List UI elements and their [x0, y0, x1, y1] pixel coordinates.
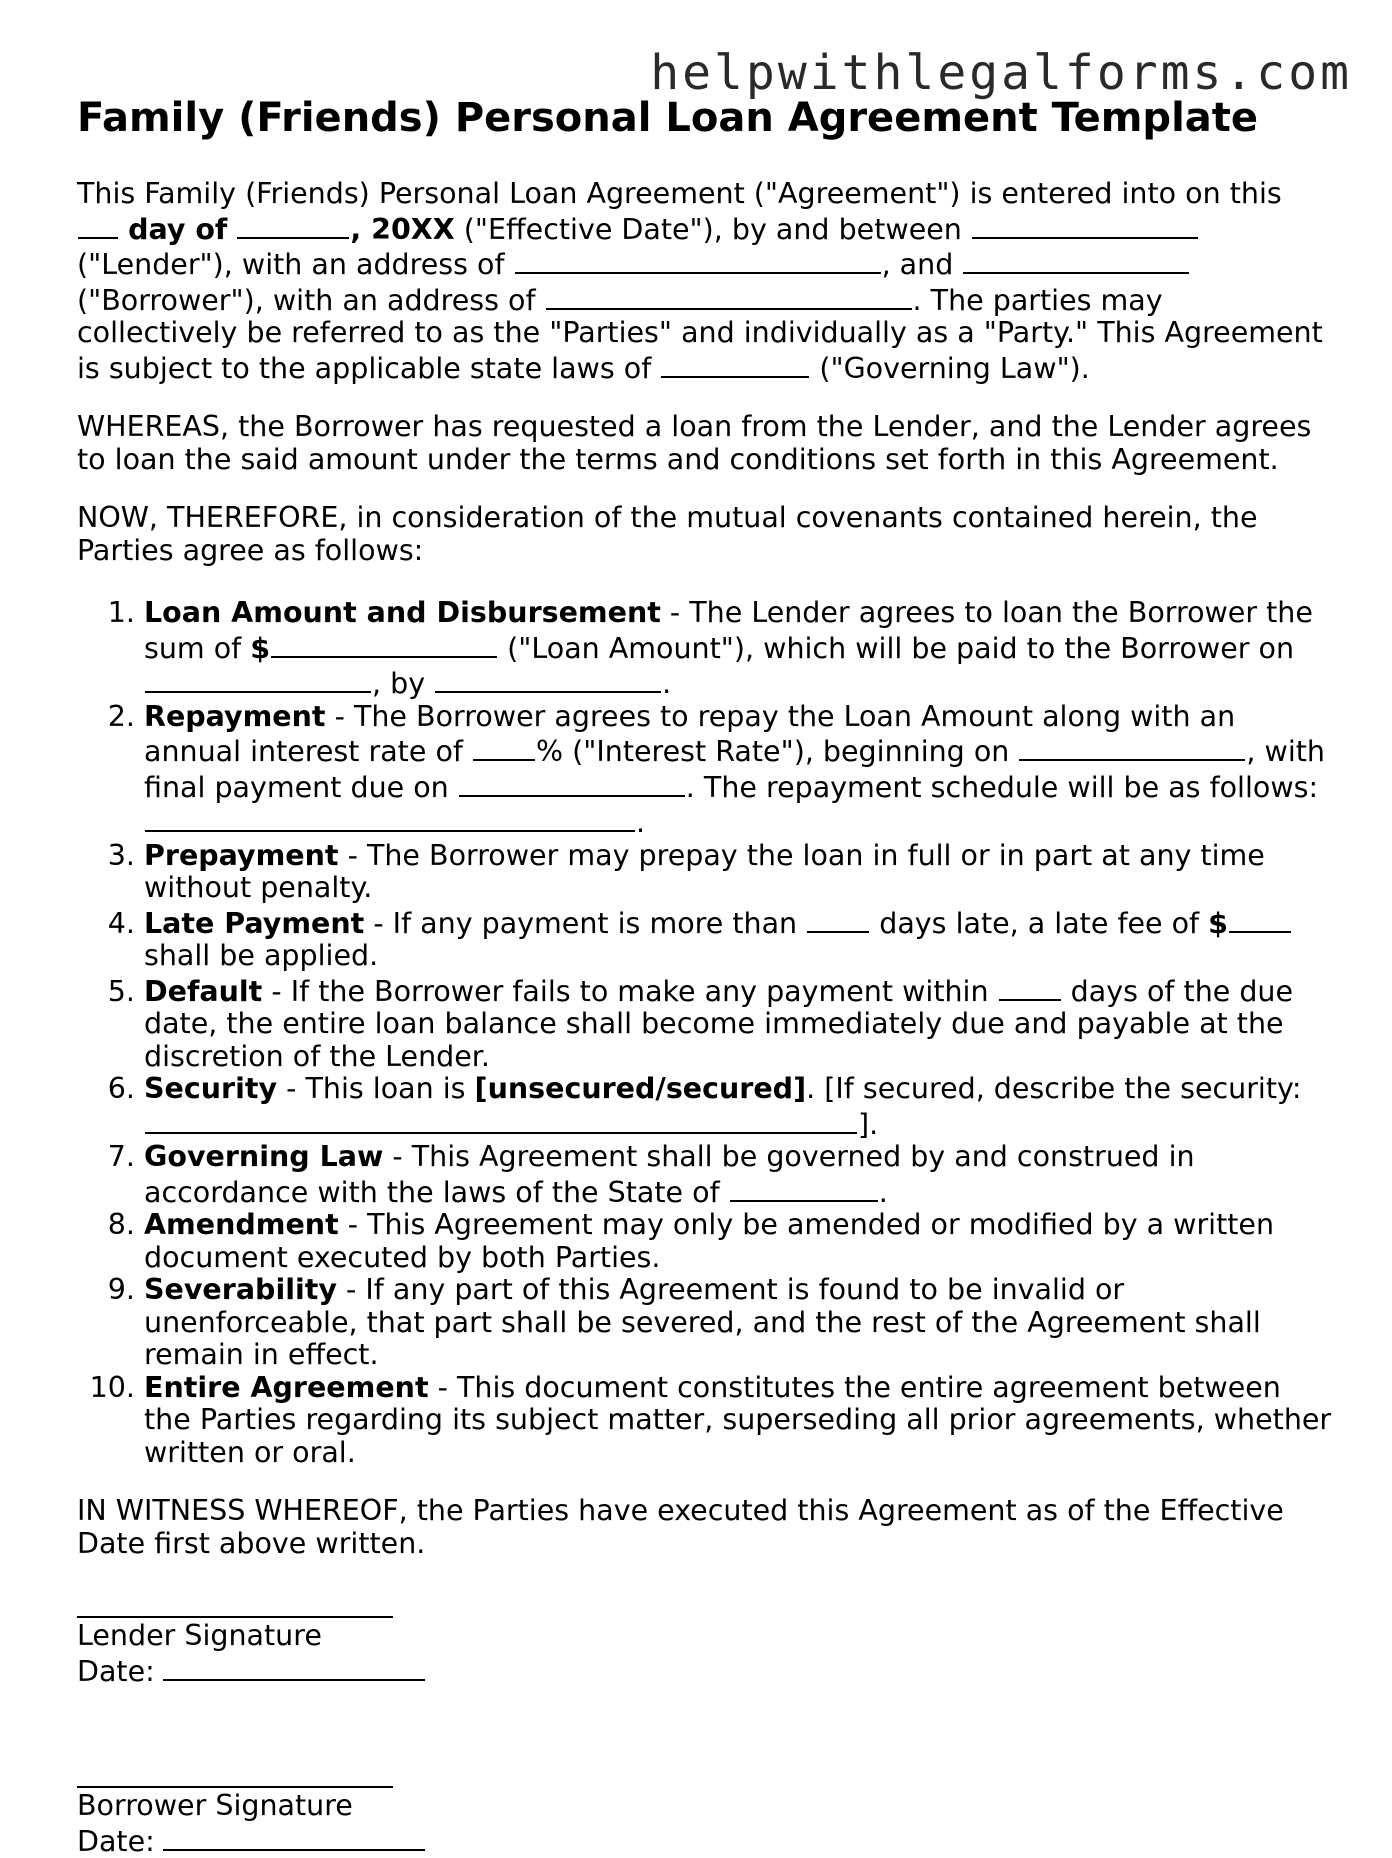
clause-text: - If any part of this Agreement is found to be invalid or unenforceable, that part shall be severed, and the rest of the Agreement shall remain in effect.	[144, 1273, 1261, 1371]
borrower-signature-line[interactable]	[77, 1756, 393, 1788]
clause-text: - The Borrower may prepay the loan in full or in part at any time without penalty.	[144, 839, 1265, 905]
clause-heading: Governing Law	[144, 1140, 383, 1173]
clause-text: .	[636, 806, 645, 839]
intro-text: ("Effective Date"), by and between	[464, 213, 962, 246]
clause-text: - The Lender agrees to loan the Borrower the sum of	[144, 596, 1313, 665]
clause-prepayment	[144, 840, 1332, 905]
clause-text: - This document constitutes the entire agreement between the Parties regarding its subject matter, superseding all prior agreements, whether written or oral.	[144, 1371, 1331, 1469]
intro-text: This Family (Friends) Personal Loan Agreement ("Agreement") is entered into on this	[77, 177, 1282, 210]
disbursement-date-blank[interactable]	[145, 665, 371, 693]
intro-text: , and	[882, 248, 954, 281]
month-blank[interactable]	[237, 211, 349, 239]
clause-text: . [If secured, describe the security:	[806, 1072, 1301, 1105]
date-label: Date:	[77, 1655, 155, 1688]
lender-signature-line[interactable]	[77, 1586, 393, 1618]
now-therefore-paragraph: NOW, THEREFORE, in consideration of the mutual covenants contained herein, the Parties agree as follows:	[77, 502, 1332, 567]
document-page	[77, 92, 1332, 1858]
intro-day-of: day of	[128, 213, 227, 246]
repayment-start-blank[interactable]	[1019, 733, 1245, 761]
clause-severability	[144, 1274, 1332, 1372]
clause-text: % ("Interest Rate"), beginning on	[536, 735, 1009, 768]
borrower-date-blank[interactable]	[163, 1823, 425, 1851]
intro-text: ("Borrower"), with an address of	[77, 284, 535, 317]
clause-heading: Entire Agreement	[144, 1371, 429, 1404]
lender-date-blank[interactable]	[163, 1653, 425, 1681]
intro-text: ("Lender"), with an address of	[77, 248, 505, 281]
lender-name-blank[interactable]	[972, 211, 1198, 239]
governing-state-blank[interactable]	[661, 350, 809, 378]
interest-rate-blank[interactable]	[473, 733, 535, 761]
dollar-sign: $	[250, 632, 270, 665]
clause-text: . The repayment schedule will be as follows:	[686, 771, 1318, 804]
intro-text: . The parties may collectively be referred to as the "Parties" and individually as a "Party." This Agreement is subject to the applicable state laws of	[77, 284, 1323, 385]
intro-year: , 20XX	[350, 213, 454, 246]
clause-heading: Amendment	[144, 1208, 339, 1241]
clause-entire-agreement	[144, 1372, 1332, 1470]
clause-repayment	[144, 701, 1332, 840]
date-label: Date:	[77, 1825, 155, 1858]
clause-default	[144, 973, 1332, 1074]
loan-amount-blank[interactable]	[271, 630, 497, 658]
clause-heading: Severability	[144, 1273, 337, 1306]
clause-text: - This Agreement shall be governed by and construed in accordance with the laws of the State of	[144, 1140, 1195, 1209]
intro-paragraph	[77, 178, 1332, 385]
clause-text: - The Borrower agrees to repay the Loan Amount along with an annual interest rate of	[144, 700, 1235, 769]
clause-text: - If any payment is more than	[364, 907, 806, 940]
clause-heading: Security	[144, 1072, 277, 1105]
borrower-date-row	[77, 1823, 1332, 1858]
governing-state-blank[interactable]	[730, 1174, 878, 1202]
clause-text: days late, a late fee of	[879, 907, 1208, 940]
borrower-signature-label: Borrower Signature	[77, 1790, 1332, 1823]
clause-security	[144, 1073, 1332, 1141]
whereas-paragraph: WHEREAS, the Borrower has requested a loan from the Lender, and the Lender agrees to loan the said amount under the terms and conditions set forth in this Agreement.	[77, 411, 1332, 476]
day-blank[interactable]	[78, 211, 118, 239]
clause-text: , with final payment due on	[144, 735, 1325, 804]
clause-list	[77, 597, 1332, 1469]
clause-text: .	[879, 1176, 888, 1209]
lender-signature-block	[77, 1586, 1332, 1688]
clause-text: ("Loan Amount"), which will be paid to the Borrower on	[507, 632, 1294, 665]
clause-late-payment	[144, 905, 1332, 973]
security-description-blank[interactable]	[145, 1106, 857, 1134]
borrower-name-blank[interactable]	[963, 246, 1189, 274]
intro-text: ("Governing Law").	[819, 352, 1090, 385]
disbursement-method-blank[interactable]	[435, 665, 661, 693]
clause-text: - This loan is	[277, 1072, 474, 1105]
dollar-sign: $	[1208, 907, 1228, 940]
clause-text: , by	[372, 667, 425, 700]
lender-address-blank[interactable]	[515, 246, 881, 274]
security-choice: [unsecured/secured]	[475, 1072, 807, 1105]
clause-text: days of the due date, the entire loan balance shall become immediately due and payable at the discretion of the Lender.	[144, 975, 1293, 1073]
clause-heading: Late Payment	[144, 907, 364, 940]
clause-text: - This Agreement may only be amended or modified by a written document executed by both Parties.	[144, 1208, 1274, 1274]
late-days-blank[interactable]	[807, 905, 869, 933]
clause-loan-amount	[144, 597, 1332, 701]
clause-text: - If the Borrower fails to make any payment within	[262, 975, 997, 1008]
clause-amendment	[144, 1209, 1332, 1274]
clause-text: shall be applied.	[144, 939, 378, 972]
default-days-blank[interactable]	[999, 973, 1061, 1001]
clause-heading: Default	[144, 975, 262, 1008]
late-fee-blank[interactable]	[1229, 905, 1291, 933]
clause-heading: Prepayment	[144, 839, 339, 872]
lender-date-row	[77, 1653, 1332, 1689]
final-payment-date-blank[interactable]	[459, 769, 685, 797]
repayment-schedule-blank[interactable]	[145, 804, 635, 832]
document-title: Family (Friends) Personal Loan Agreement Template	[77, 92, 1332, 144]
witness-paragraph: IN WITNESS WHEREOF, the Parties have executed this Agreement as of the Effective Date first above written.	[77, 1495, 1332, 1560]
clause-heading: Repayment	[144, 700, 326, 733]
clause-governing-law	[144, 1141, 1332, 1209]
borrower-address-blank[interactable]	[546, 282, 912, 310]
site-watermark: helpwithlegalforms.com	[650, 45, 1352, 101]
lender-signature-label: Lender Signature	[77, 1620, 1332, 1653]
clause-text: ].	[858, 1108, 878, 1141]
clause-text: .	[662, 667, 671, 700]
clause-heading: Loan Amount and Disbursement	[144, 596, 661, 629]
borrower-signature-block	[77, 1756, 1332, 1858]
